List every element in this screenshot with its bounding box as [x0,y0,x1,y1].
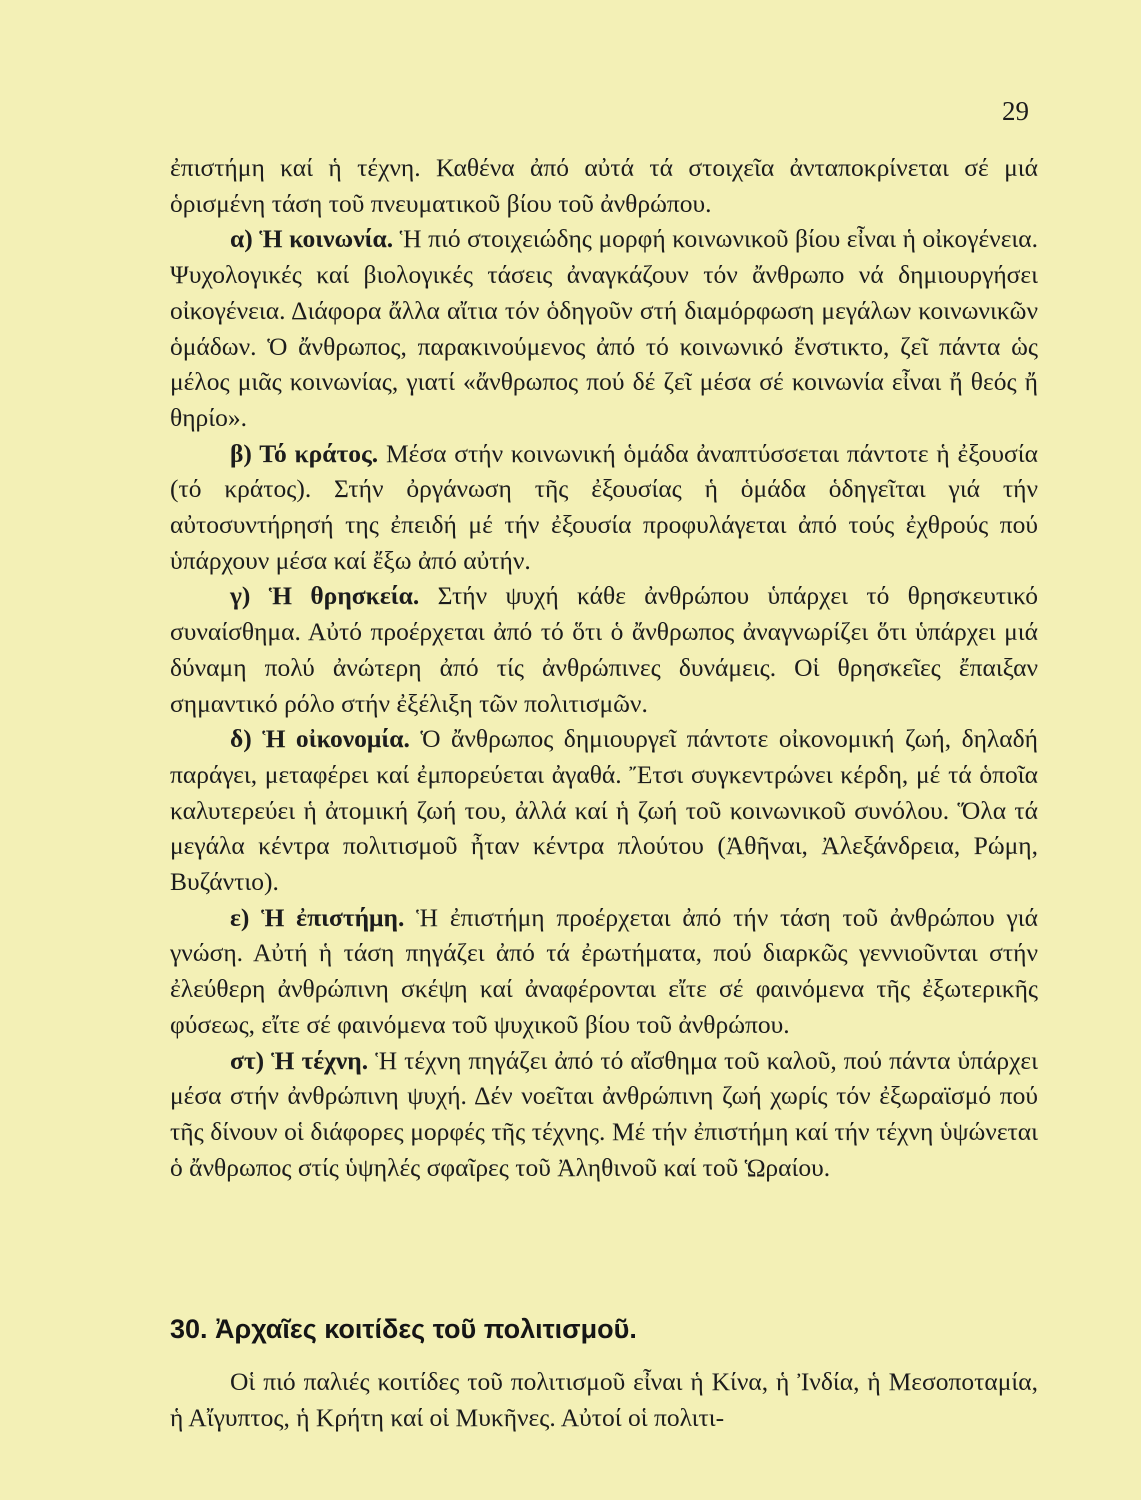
paragraph-science [170,900,1038,1043]
text-art: Ἡ τέχνη πηγάζει ἀπό τό αἴσθημα τοῦ καλοῦ, πού πάντα ὑπάρχει μέσα στήν ἀνθρώπινη ψυχή. Δέν νοεῖται ἀνθρώπινη ζωή χωρίς τόν ἐξωραϊσμό πού τῆς δίνουν οἱ διάφορες μορφές τῆς τέχνης. Μέ τήν ἐπιστήμη καί τήν τέχνη ὑψώνεται ὁ ἄνθρωπος στίς ὑψηλές σφαῖρες τοῦ Ἀληθινοῦ καί τοῦ Ὡραίου. [170,1045,1038,1182]
paragraph-religion [170,578,1038,721]
paragraph-art [170,1043,1038,1186]
text-state: Μέσα στήν κοινωνική ὁμάδα ἀναπτύσσεται πάντοτε ἡ ἐξουσία (τό κράτος). Στήν ὀργάνωση τῆς ἐξουσίας ἡ ὁμάδα ὁδηγεῖται γιά τήν αὐτοσυντήρησή της ἐπειδή μέ τήν ἐξουσία προφυλάγεται ἀπό τούς ἐχθρούς πού ὑπάρχουν μέσα καί ἔξω ἀπό αὐτήν. [170,438,1038,575]
section-paragraph: Οἱ πιό παλιές κοιτίδες τοῦ πολιτισμοῦ εἶναι ἡ Κίνα, ἡ Ἰνδία, ἡ Μεσοποταμία, ἡ Αἴγυπτος, ἡ Κρήτη καί οἱ Μυκῆνες. Αὐτοί οἱ πολιτι- [170,1367,1038,1432]
heading-economy: δ) Ἡ οἰκονομία. [230,724,410,754]
heading-society: α) Ἡ κοινωνία. [230,224,394,254]
intro-paragraph: ἐπιστήμη καί ἡ τέχνη. Καθένα ἀπό αὐτά τά στοιχεῖα ἀνταποκρίνεται σέ μιά ὁρισμένη τάση τοῦ πνευματικοῦ βίου τοῦ ἀνθρώπου. [170,153,1038,218]
paragraph-society [170,221,1038,435]
section-body [170,1364,1038,1436]
paragraph-state [170,436,1038,579]
heading-religion: γ) Ἡ θρησκεία. [230,581,420,611]
paragraph-economy [170,721,1038,900]
text-religion: Στήν ψυχή κάθε ἀνθρώπου ὑπάρχει τό θρησκευτικό συναίσθημα. Αὐτό προέρχεται ἀπό τό ὅτι ὁ ἄνθρωπος ἀναγνωρίζει ὅτι ὑπάρχει μιά δύναμη πολύ ἀνώτερη ἀπό τίς ἀνθρώπινες δυνάμεις. Οἱ θρησκεῖες ἔπαιξαν σημαντικό ρόλο στήν ἐξέλιξη τῶν πολιτισμῶν. [170,581,1039,718]
section-title: 30. Ἀρχαῖες κοιτίδες τοῦ πολιτισμοῦ. [170,1314,637,1344]
heading-art: στ) Ἡ τέχνη. [230,1045,369,1075]
body-text [170,150,1038,1185]
text-science: Ἡ ἐπιστήμη προέρχεται ἀπό τήν τάση τοῦ ἀνθρώπου γιά γνώση. Αὐτή ἡ τάση πηγάζει ἀπό τά ἐρωτήματα, πού διαρκῶς γεννιοῦνται στήν ἐλεύθερη ἀνθρώπινη σκέψη καί ἀναφέρονται εἴτε σέ φαινόμενα τῆς ἐξωτερικῆς φύσεως, εἴτε σέ φαινόμενα τοῦ ψυχικοῦ βίου τοῦ ἀνθρώπου. [170,902,1038,1039]
heading-state: β) Τό κράτος. [230,438,379,468]
page-number: 29 [1002,96,1029,126]
text-economy: Ὁ ἄνθρωπος δημιουργεῖ πάντοτε οἰκονομική ζωή, δηλαδή παράγει, μεταφέρει καί ἐμπορεύεται ἀγαθά. Ἔτσι συγκεντρώνει κέρδη, μέ τά ὁποῖα καλυτερεύει ἡ ἀτομική ζωή του, ἀλλά καί ἡ ζωή τοῦ κοινωνικοῦ συνόλου. Ὅλα τά μεγάλα κέντρα πολιτισμοῦ ἦταν κέντρα πλούτου (Ἀθῆναι, Ἀλεξάνδρεια, Ρώμη, Βυζάντιο). [170,724,1039,897]
heading-science: ε) Ἡ ἐπιστήμη. [230,902,405,932]
text-society: Ἡ πιό στοιχειώδης μορφή κοινωνικοῦ βίου εἶναι ἡ οἰκογένεια. Ψυχολογικές καί βιολογικές τάσεις ἀναγκάζουν τόν ἄνθρωπο νά δημιουργήσει οἰκογένεια. Διάφορα ἄλλα αἴτια τόν ὁδηγοῦν στή διαμόρφωση μεγάλων κοινωνικῶν ὁμάδων. Ὁ ἄνθρωπος, παρακινούμενος ἀπό τό κοινωνικό ἔνστικτο, ζεῖ πάντα ὡς μέλος μιᾶς κοινωνίας, γιατί «ἄνθρωπος πού δέ ζεῖ μέσα σέ κοινωνία εἶναι ἤ θεός ἤ θηρίο». [170,224,1039,432]
